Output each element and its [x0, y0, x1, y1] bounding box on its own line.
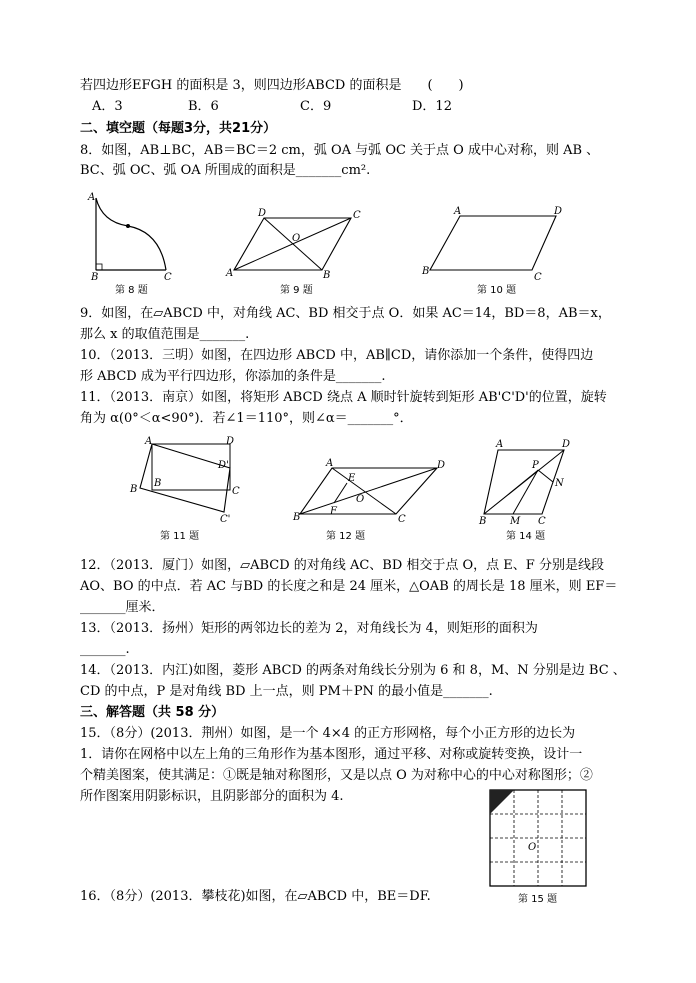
- fig12-label-d: D: [437, 460, 446, 471]
- fig12-label-o: O: [356, 494, 365, 505]
- fig8-label-b: B: [91, 272, 99, 283]
- section-heading-answer: 三、解答题（共 58 分）: [80, 705, 225, 720]
- q10-line2: 形 ABCD 成为平行四边形，你添加的条件是_______.: [80, 369, 386, 384]
- fig14-label-m: M: [510, 516, 521, 527]
- fig15-label-o: O: [528, 842, 537, 853]
- q13-line1: 13．（2013．扬州）矩形的两邻边长的差为 2，对角线长为 4，则矩形的面积为: [80, 621, 538, 636]
- fig8-label-a: A: [88, 192, 96, 203]
- q14-line1: 14．（2013．内江)如图，菱形 ABCD 的两条对角线长分别为 6 和 8，M、N 分别是边 BC 、: [80, 663, 626, 678]
- fig12-label-a: A: [326, 458, 334, 469]
- fig9-label-o: O: [292, 233, 301, 244]
- q12-line1: 12．（2013．厦门）如图，▱ABCD 的对角线 AC、BD 相交于点 O，点 E、F 分别是线段: [80, 558, 604, 573]
- fig14-label-p: P: [532, 460, 539, 471]
- q15-line4: 所作图案用阴影标识，且阴影部分的面积为 4.: [80, 789, 344, 804]
- fig9-label-a: A: [226, 268, 234, 279]
- fig10-label-c: C: [534, 272, 542, 283]
- fig12-label-c: C: [398, 514, 406, 525]
- fig12-label-f: F: [330, 506, 337, 517]
- q12-line3: _______厘米．: [80, 600, 165, 615]
- figure-15-grid: [490, 790, 586, 886]
- fig8-label-c: C: [164, 272, 172, 283]
- fig9-label-d: D: [258, 208, 267, 219]
- figure-14: [478, 439, 588, 527]
- caption-fig9: 第 9 题: [280, 285, 313, 296]
- caption-fig15: 第 15 题: [518, 894, 558, 905]
- choice-b: B．6: [188, 99, 219, 114]
- q8-line1: 8．如图，AB⊥BC，AB＝BC＝2 cm，弧 OA 与弧 OC 关于点 O 成中心对称，则 AB 、: [80, 143, 600, 158]
- figure-11: [128, 436, 248, 526]
- fig11-label-d: D: [226, 436, 235, 447]
- fig11-label-c2: C': [220, 514, 231, 525]
- fig12-label-e: E: [348, 473, 356, 484]
- q12-line2: AO、BO 的中点．若 AC 与BD 的长度之和是 24 厘米，△OAB 的周长是 18 厘米，则 EF＝: [80, 579, 618, 594]
- fig14-label-b: B: [479, 516, 487, 527]
- caption-fig11: 第 11 题: [160, 531, 200, 542]
- fig10-label-a: A: [454, 206, 462, 217]
- caption-fig10: 第 10 题: [477, 285, 517, 296]
- q15-line2: 1．请你在网格中以左上角的三角形作为基本图形，通过平移、对称或旋转变换，设计一: [80, 747, 583, 762]
- figure-10: [420, 206, 563, 283]
- q11-line1: 11．（2013．南京）如图，将矩形 ABCD 绕点 A 顺时针旋转到矩形 AB'C'D'的位置，旋转: [80, 390, 607, 405]
- figure-9: [226, 208, 361, 281]
- figure-12: [292, 458, 446, 525]
- fig11-label-d2: D': [218, 460, 229, 471]
- q15-line3: 个精美图案，使其满足：①既是轴对称图形，又是以点 O 为对称中心的中心对称图形；②: [80, 768, 593, 783]
- fig14-label-d: D: [562, 439, 571, 450]
- fig14-label-c: C: [538, 516, 546, 527]
- caption-fig14: 第 14 题: [506, 531, 546, 542]
- fig9-label-c: C: [353, 210, 361, 221]
- fig10-label-b: B: [422, 266, 430, 277]
- fig14-label-n: N: [555, 478, 564, 489]
- fig11-label-c: C: [232, 486, 240, 497]
- choice-a: A．3: [92, 99, 123, 114]
- q9-line1: 9．如图，在▱ABCD 中，对角线 AC、BD 相交于点 O．如果 AC＝14，BD＝8，AB＝x，: [80, 306, 611, 321]
- figure-8: [86, 190, 186, 283]
- q10-line1: 10．（2013．三明）如图，在四边形 ABCD 中，AB∥CD，请你添加一个条件，使得四边: [80, 348, 594, 363]
- q8-line2: BC、弧 OC、弧 OA 所围成的面积是_______cm².: [80, 163, 371, 178]
- q11-line2: 角为 α(0°＜α<90°)．若∠1＝110°，则∠α＝_______°．: [80, 411, 413, 426]
- choice-d: D．12: [412, 99, 452, 114]
- fig11-label-a: A: [145, 436, 153, 447]
- choice-c: C．9: [300, 99, 332, 114]
- fig12-label-b: B: [293, 512, 301, 523]
- fig11-label-b2: B: [154, 478, 162, 489]
- fig9-label-b: B: [323, 270, 331, 281]
- caption-fig8: 第 8 题: [115, 285, 148, 296]
- caption-fig12: 第 12 题: [326, 531, 366, 542]
- section-heading-fill-blank: 二、填空题（每题3分，共21分）: [80, 121, 277, 136]
- q16-line1: 16．（8分）(2013．攀枝花)如图，在▱ABCD 中，BE＝DF.: [80, 889, 431, 904]
- fig10-label-d: D: [554, 206, 563, 217]
- q9-line2: 那么 x 的取值范围是_______.: [80, 327, 250, 342]
- q15-line1: 15．（8分）(2013．荆州）如图，是一个 4×4 的正方形网格，每个小正方形的边长为: [80, 726, 576, 741]
- q14-line2: CD 的中点，P 是对角线 BD 上一点，则 PM＋PN 的最小值是_______.: [80, 684, 493, 699]
- fig14-label-a: A: [496, 439, 504, 450]
- prev-question-line: 若四边形EFGH 的面积是 3，则四边形ABCD 的面积是 ( ): [80, 78, 464, 93]
- q13-line2: _______.: [80, 642, 130, 657]
- fig11-label-b: B: [130, 484, 138, 495]
